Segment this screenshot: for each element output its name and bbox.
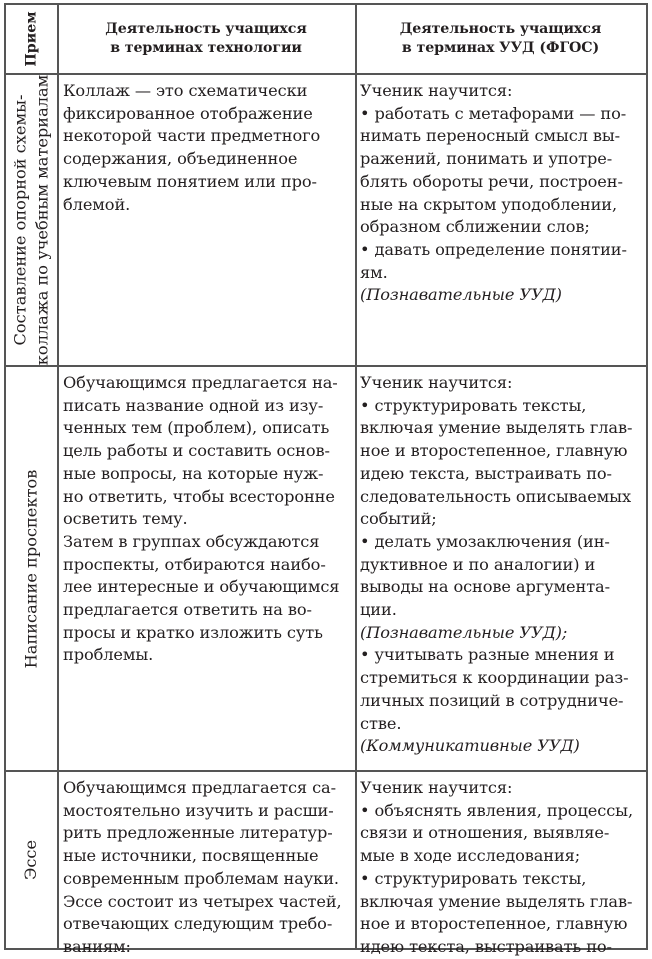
text-line: ные на скрытом уподоблении,: [360, 194, 618, 214]
text-line: Обучающимся предлагается са-: [63, 778, 336, 797]
text-line: (Коммуникативные УУД): [360, 736, 580, 756]
header-technique: [6, 5, 57, 73]
text-line: (Познавательные УУД): [360, 285, 562, 305]
column-divider: [355, 5, 357, 948]
text-line: ные источники, посвященные: [63, 846, 319, 866]
text-line: нимать переносный смысл вы-: [360, 126, 621, 146]
text-line: включая умение выделять глав-: [360, 418, 633, 438]
uud-cell: [360, 80, 646, 307]
technique-cell: [6, 367, 57, 770]
text-line: стве.: [360, 713, 402, 733]
text-line: связи и отношения, выявляе-: [360, 823, 610, 843]
text-line: Эссе состоит из четырех частей,: [63, 891, 342, 911]
technique-cell: [6, 772, 57, 948]
text-line: предлагается ответить на во-: [63, 600, 312, 620]
text-line: осветить тему.: [63, 509, 188, 529]
text-line: просы и кратко изложить суть: [63, 622, 323, 642]
header-technology: [57, 20, 355, 58]
text-line: отвечающих следующим требо-: [63, 914, 333, 934]
text-line: • структурировать тексты,: [360, 868, 587, 888]
row-divider: [6, 73, 646, 75]
text-line: (Познавательные УУД);: [360, 622, 568, 642]
header-line: Деятельность учащихся: [399, 21, 602, 37]
text-line: ции.: [360, 600, 397, 620]
text-line: стремиться к координации раз-: [360, 668, 629, 688]
text-line: • учитывать разные мнения и: [360, 645, 615, 665]
text-line: Обучающимся предлагается на-: [63, 373, 338, 392]
text-line: ченных тем (проблем), описать: [63, 418, 330, 438]
uud-cell: [360, 372, 646, 758]
text-line: проспекты, отбираются наибо-: [63, 554, 326, 574]
text-line: блемой.: [63, 194, 131, 214]
methods-table: [4, 3, 648, 956]
text-line: писать название одной из изу-: [63, 395, 324, 415]
text-line: идею текста, выстраивать по-: [360, 463, 612, 483]
text-line: Затем в группах обсуждаются: [63, 531, 320, 551]
text-line: идею текста, выстраивать по-: [360, 936, 612, 956]
text-line: ваниям:: [63, 936, 131, 956]
technique-label: [20, 840, 42, 880]
text-line: но ответить, чтобы всесторонне: [63, 486, 335, 506]
row-divider: [6, 770, 646, 772]
text-line: • давать определение понятии-: [360, 239, 627, 259]
column-divider: [57, 5, 59, 948]
text-line: рить предложенные литератур-: [63, 823, 333, 843]
technology-cell: [63, 777, 353, 959]
text-line: личных позиций в сотрудниче-: [360, 690, 624, 710]
text-line: ключевым понятием или про-: [63, 171, 317, 191]
text-line: ям.: [360, 262, 388, 282]
text-line: • делать умозаключения (ин-: [360, 531, 610, 551]
text-line: фиксированное отображение: [63, 103, 313, 123]
technique-line: Эссе: [21, 839, 41, 881]
technology-cell: [63, 372, 353, 667]
text-line: современным проблемам науки.: [63, 868, 339, 888]
technique-cell: [6, 75, 57, 365]
text-line: событий;: [360, 509, 437, 529]
text-line: мые в ходе исследования;: [360, 846, 581, 866]
technique-line: Составление опорной схемы-: [10, 94, 30, 346]
text-line: ные вопросы, на которые нуж-: [63, 463, 324, 483]
header-technique-label: Прием: [23, 11, 40, 67]
text-line: Ученик научится:: [360, 81, 513, 100]
text-line: блять обороты речи, построен-: [360, 171, 623, 191]
text-line: образном сближении слов;: [360, 217, 590, 237]
text-line: некоторой части предметного: [63, 126, 321, 146]
header-uud: [355, 20, 646, 58]
text-line: ражений, понимать и употре-: [360, 149, 613, 169]
text-line: следовательность описываемых: [360, 486, 631, 506]
text-line: цель работы и составить основ-: [63, 441, 330, 461]
text-line: ное и второстепенное, главную: [360, 441, 628, 461]
header-line: Деятельность учащихся: [105, 21, 307, 37]
technique-line: Написание проспектов: [21, 469, 41, 668]
technique-line: коллажа по учебным материалам: [32, 74, 52, 366]
text-line: • работать с метафорами — по-: [360, 103, 627, 123]
text-line: ное и второстепенное, главную: [360, 914, 628, 934]
technique-label: [21, 469, 43, 668]
text-line: Ученик научится:: [360, 778, 513, 797]
text-line: • структурировать тексты,: [360, 395, 587, 415]
text-line: лее интересные и обучающимся: [63, 577, 340, 597]
text-line: содержания, объединенное: [63, 149, 298, 169]
row-divider: [6, 365, 646, 367]
uud-cell: [360, 777, 646, 959]
text-line: дуктивное и по аналогии) и: [360, 554, 596, 574]
text-line: выводы на основе аргумента-: [360, 577, 610, 597]
technique-label: [10, 75, 54, 366]
text-line: Коллаж — это схематически: [63, 81, 308, 100]
header-line: в терминах технологии: [110, 40, 302, 56]
text-line: • объяснять явления, процессы,: [360, 800, 633, 820]
header-line: в терминах УУД (ФГОС): [401, 40, 600, 56]
text-line: Ученик научится:: [360, 373, 513, 392]
text-line: включая умение выделять глав-: [360, 891, 633, 911]
text-line: мостоятельно изучить и расши-: [63, 800, 334, 820]
text-line: проблемы.: [63, 645, 154, 665]
technology-cell: [63, 80, 353, 216]
